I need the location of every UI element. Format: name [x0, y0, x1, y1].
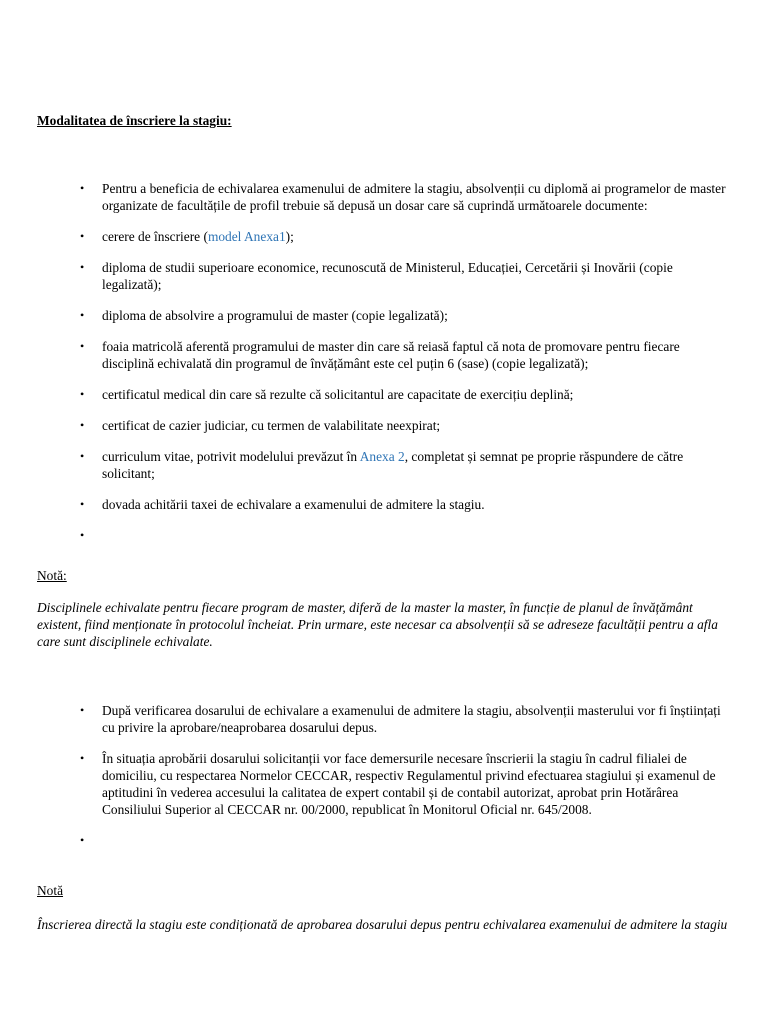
cerere-text: cerere de înscriere (: [102, 229, 208, 244]
taxa-text: dovada achitării taxei de echivalare a examenului de admitere la stagiu.: [102, 497, 485, 512]
anexa2-link[interactable]: Anexa 2: [359, 449, 405, 464]
bullet-icon: •: [80, 528, 85, 542]
cerere-text-end: );: [285, 229, 294, 244]
bullet-icon: •: [80, 833, 85, 847]
note-label: Notă: [37, 883, 64, 898]
list-item-situatia: [0, 750, 768, 818]
verificare-text: După verificarea dosarului de echivalare a examenului de admitere la stagiu, absolvenții masterului vor fi înștiințați cu privire la aprobare/neaprobarea dosarului depus.: [102, 703, 721, 735]
list-item-diploma-studii: [0, 259, 768, 293]
note-text: Disciplinele echivalate pentru fiecare program de master, diferă de la master la master, în funcție de planul de învățământ existent, fiind menționate în protocolul încheiat. Prin urmare, este necesar ca absolvenții să se adreseze facultății pentru a afla care sunt disciplinele echivalate.: [37, 600, 718, 649]
anexa1-link[interactable]: model Anexa1: [207, 229, 286, 244]
bullet-icon: •: [80, 497, 85, 511]
list-item-cv: [0, 448, 768, 482]
certificat-medical-text: certificatul medical din care să rezulte că solicitantul are capacitate de exercițiu deplină;: [102, 387, 574, 402]
list-item-verificare: [0, 702, 768, 736]
situatia-text: În situația aprobării dosarului solicitanții vor face demersurile necesare înscrierii la stagiu în cadrul filialei de domiciliu, cu respectarea Normelor CECCAR, respectiv Regulamentul privind efectuarea stagiului și examenul de aptitudini în vederea accesului la calitatea de expert contabil și de contabil autorizat, aprobat prin Hotărârea Consiliului Superior al CECCAR nr. 00/2000, republicat în Monitorul Oficial nr. 645/2008.: [102, 751, 716, 817]
bullet-icon: •: [80, 181, 85, 195]
cv-text: curriculum vitae, potrivit modelului prevăzut în: [102, 449, 360, 464]
cv-text-end: , completat și semnat pe proprie răspundere de către solicitant;: [102, 449, 684, 481]
intro-text: Pentru a beneficia de echivalarea examenului de admitere la stagiu, absolvenții cu diplomă ai programelor de master organizate de facultățile de profil trebuie să depusă un dosar care să cuprindă următoarele documente:: [102, 181, 726, 213]
foaia-matricola-text: foaia matricolă aferentă programului de master din care să reiasă faptul că nota de promovare pentru fiecare disciplină echivalată din programul de învățământ este cel puțin 6 (sase) (copie legalizată);: [102, 339, 680, 371]
list-item-diploma-absolvire: [0, 307, 768, 324]
bullet-icon: •: [80, 418, 85, 432]
diploma-absolvire-text: diploma de absolvire a programului de master (copie legalizată);: [102, 308, 448, 323]
list-item-cerere: [0, 228, 768, 245]
bullet-icon: •: [80, 229, 85, 243]
note-label: Notă:: [37, 568, 67, 583]
bullet-icon: •: [80, 751, 85, 765]
bullet-icon: •: [80, 703, 85, 717]
bullet-icon: •: [80, 449, 85, 463]
list-item-certificat-medical: [0, 386, 768, 403]
list-item-intro: [0, 180, 768, 214]
list-item-empty: [0, 832, 768, 849]
list-item-cazier: [0, 417, 768, 434]
list-item-taxa: [0, 496, 768, 513]
bullet-icon: •: [80, 339, 85, 353]
list-item-empty: [0, 527, 768, 544]
list-item-foaia-matricola: [0, 338, 768, 372]
bullet-icon: •: [80, 308, 85, 322]
bullet-icon: •: [80, 387, 85, 401]
section-heading: Modalitatea de înscriere la stagiu:: [37, 113, 232, 128]
cazier-text: certificat de cazier judiciar, cu termen de valabilitate neexpirat;: [102, 418, 441, 433]
bullet-icon: •: [80, 260, 85, 274]
note-text: Înscrierea directă la stagiu este condiționată de aprobarea dosarului depus pentru echivalarea examenului de admitere la stagiu: [37, 917, 728, 932]
diploma-studii-text: diploma de studii superioare economice, recunoscută de Ministerul, Educației, Cercetării și Inovării (copie legalizată);: [102, 260, 673, 292]
required-documents-list: [0, 180, 768, 558]
procedure-list: [0, 702, 768, 863]
